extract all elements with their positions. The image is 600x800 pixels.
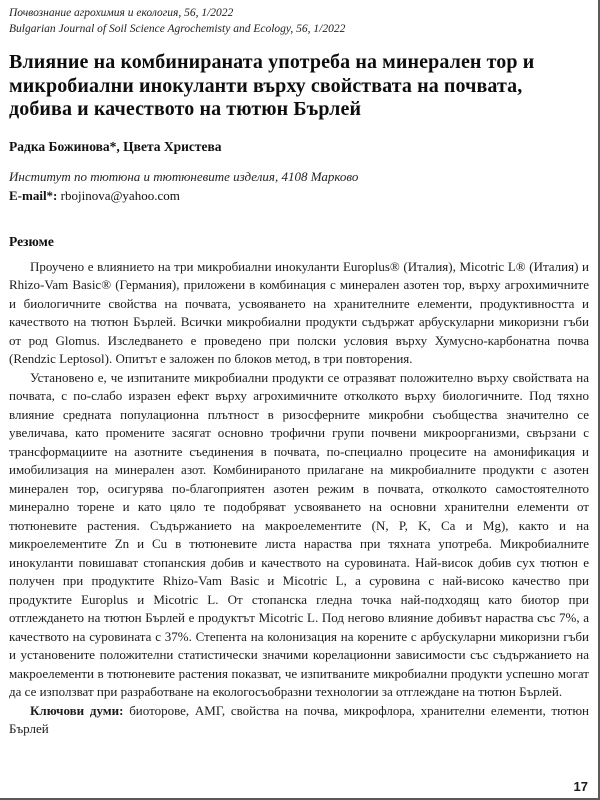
journal-header [9,5,589,37]
email-address: rbojinova@yahoo.com [60,187,180,203]
authors-line: Радка Божинова*, Цвета Христева [9,138,222,154]
affiliation-line: Институт по тютюна и тютюневите изделия, 4108 Марково [9,168,359,184]
keywords-label: Ключови думи: [30,702,124,718]
email-line [9,188,589,204]
abstract-paragraph-1: Проучено е влиянието на три микробиални инокуланти Europlus® (Италия), Micotric L® (Италия) и Rhizo-Vam Basic® (Германия), приложени в комбинация с минерален азотен тор, върху агрохимичните и биологичните свойства на почвата, усвояването на хранителните елементи, продуктивността и качеството на тютюн Бърлей. Всички микробиални продукти съдържат арбускуларни микоризни гъби от род Glomus. Изследването е проведено при полски условия върху Хумусно-карбонатна почва (Rendzic Leptosol). Опитът е заложен по блоков метод, в три повторения. [9,258,589,366]
keywords-text: биоторове, АМГ, свойства на почва, микрофлора, хранителни елементи, тютюн Бърлей [9,702,589,736]
page-number: 17 [573,779,588,794]
email-label: E-mail*: [9,187,58,203]
article-title: Влияние на комбинираната употреба на минерален тор и микробиални инокуланти върху свойствата на почвата, добива и качеството на тютюн Бърлей [9,51,535,120]
keywords-line [9,702,589,739]
journal-name-english: Bulgarian Journal of Soil Science Agrochemisty and Ecology, 56, 1/2022 [9,23,346,35]
abstract-paragraph-2: Установено е, че изпитаните микробиални продукти се отразяват положително върху свойствата на почвата, с по-слабо изразен ефект върху агрохимичните отколкото върху биологичните. Под тяхно влияние средната популационна плътност в ризосферните микробни съобщества значително се увеличава, като промените засягат основно трофични групи почвени микроорганизми, свързани с трансформациите на азотните съединения в почвата, по-специално процесите на амонификация и имобилизация на минерален азот. Комбинираното прилагане на микробиалните продукти с азотен минерален тор, осигурява по-благоприятен азотен режим в почвата, отколкото самостоятелното минерално торене и като цяло те подобряват усвояването на основни хранителни елементи от тютюневите растения. Съдържанието на макроелементите (N, P, K, Ca и Mg), както и на микроелементите Zn и Cu в тютюневите листа нараства при тяхната употреба. Микробиалните инокуланти повишават стопанския добив и качеството на суровината. Най-висок добив сух тютюн е получен при продуктите Rhizo-Vam Basic и Micotric L, а суровина с най-високо качество при продуктите Europlus и Micotric L. От стопанска гледна точка най-подходящ като биотор при отглеждането на тютюн Бърлей е продуктът Micotric L. Под негово влияние добивът нараства със 7%, а качеството на суровината с 37%. Степента на колонизация на корените с арбускуларни микоризни гъби и установените положителни статистически значими корелационни зависимости със съдържанието на макроелементи в тютюневите растения показват, че изпитваните микробиални продукти успешно могат да се използват при разработване на екологосъобразни технологии за отглеждане на тютюн Бърлей. [9,369,589,699]
journal-name-bulgarian: Почвознание агрохимия и екология, 56, 1/2022 [9,7,234,19]
abstract-body [9,258,589,739]
abstract-heading: Резюме [9,233,54,249]
